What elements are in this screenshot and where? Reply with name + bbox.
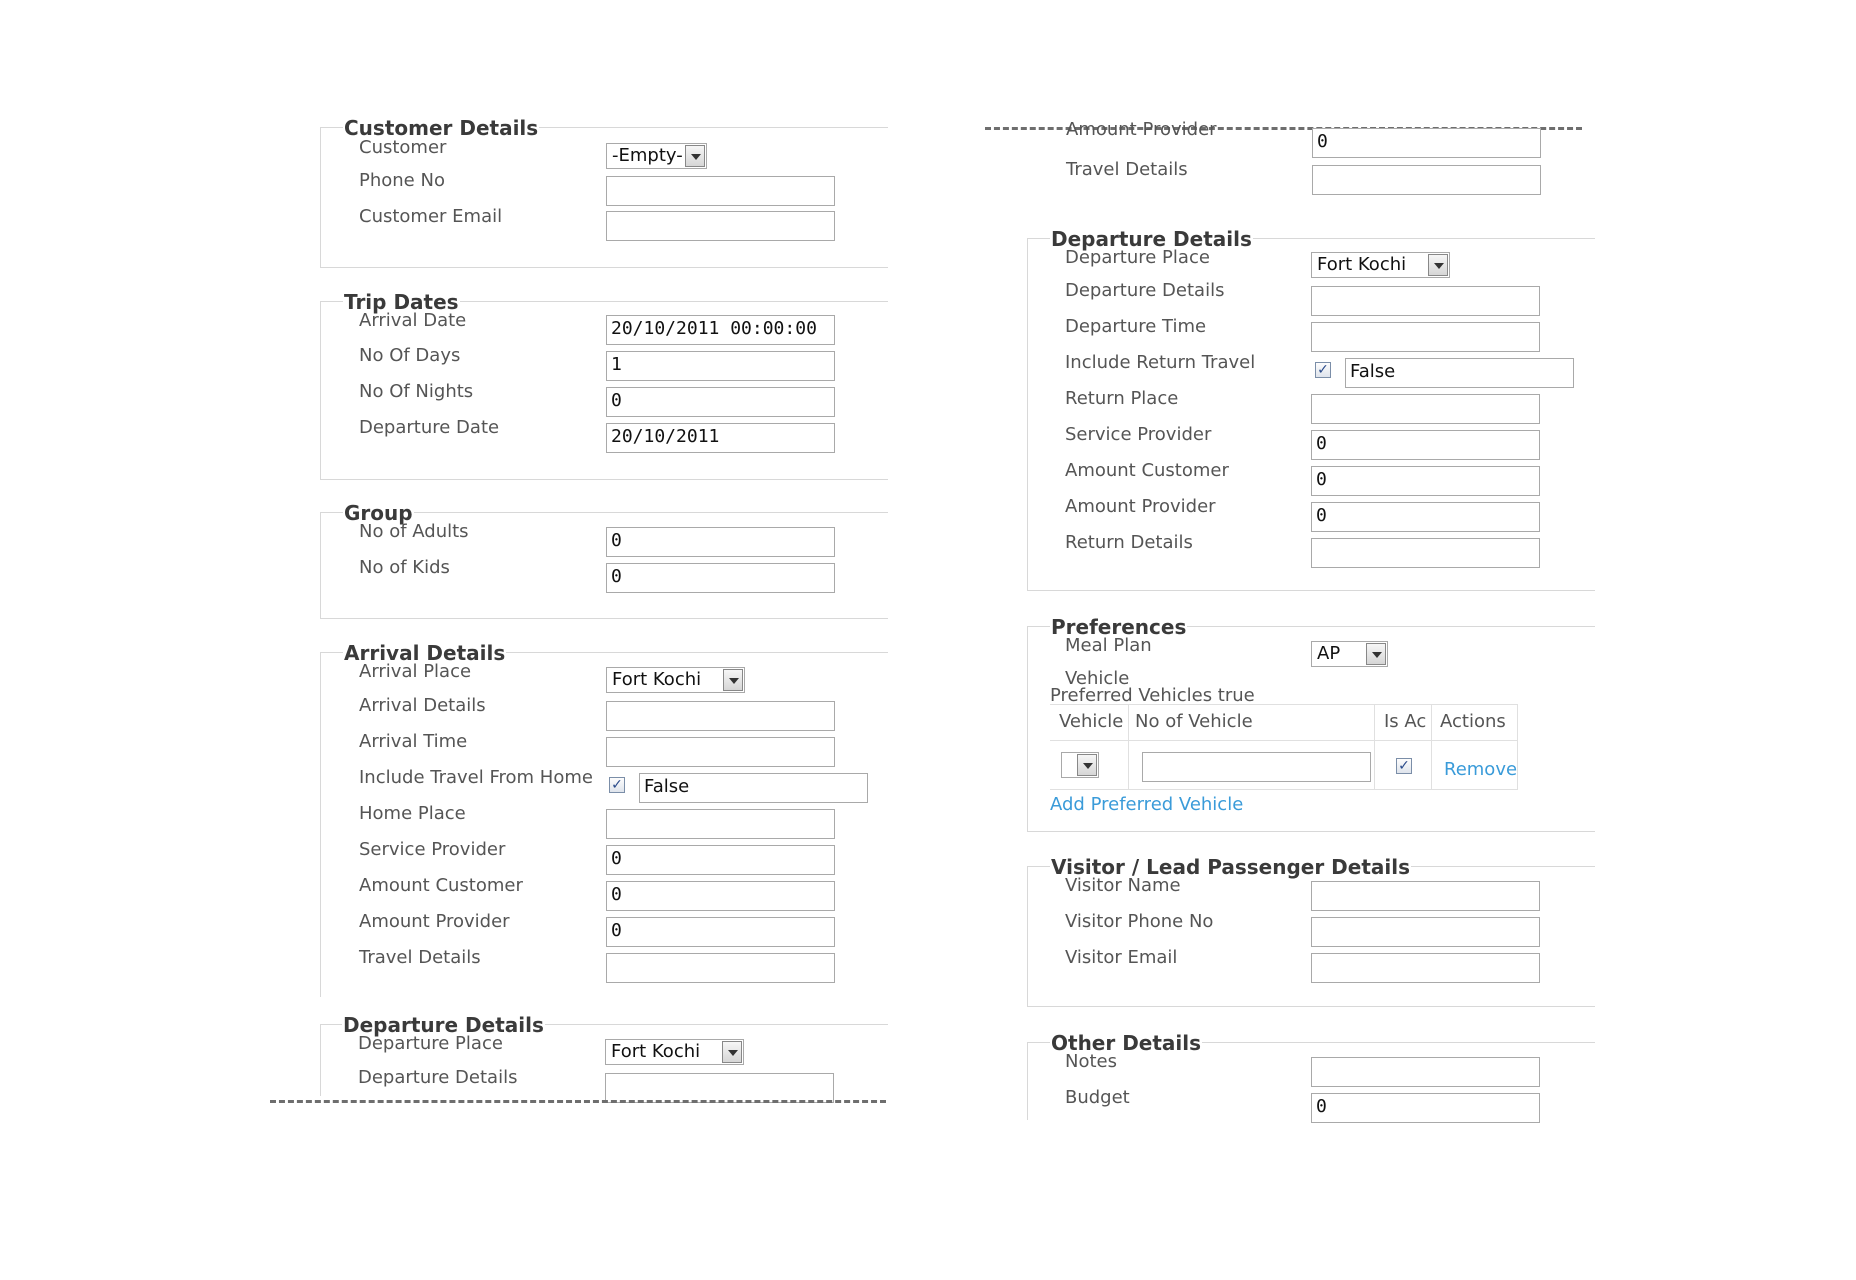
arrival-date-input[interactable]: 20/10/2011 00:00:00 bbox=[606, 315, 835, 345]
customer-select-value: -Empty- bbox=[612, 145, 683, 166]
departure-details-input[interactable] bbox=[1311, 286, 1540, 316]
other-details-title: Other Details bbox=[1051, 1031, 1202, 1055]
row-vehicle-count-input[interactable] bbox=[1142, 752, 1371, 782]
continued-input-clip bbox=[1312, 131, 1544, 159]
table-header-border bbox=[1050, 740, 1518, 741]
budget-input[interactable]: 0 bbox=[1311, 1093, 1540, 1123]
amount-provider-label: Amount Provider bbox=[359, 911, 510, 932]
phone-label: Phone No bbox=[359, 170, 445, 191]
departure-date-label: Departure Date bbox=[359, 417, 500, 438]
continued-travel-input[interactable] bbox=[1312, 165, 1541, 195]
days-label: No Of Days bbox=[359, 345, 461, 366]
column-header-is-ac: Is Ac bbox=[1384, 711, 1427, 732]
left-departure-place-select[interactable] bbox=[605, 1039, 744, 1065]
customer-select[interactable] bbox=[606, 143, 707, 169]
include-return-label: Include Return Travel bbox=[1065, 352, 1256, 373]
chevron-down-icon[interactable] bbox=[685, 145, 705, 167]
right-departure-title: Departure Details bbox=[1051, 227, 1252, 251]
right-amount-customer-label: Amount Customer bbox=[1065, 460, 1229, 481]
left-departure-details-clip bbox=[604, 1070, 844, 1094]
left-departure-details-input[interactable] bbox=[605, 1073, 834, 1103]
visitor-email-label: Visitor Email bbox=[1065, 947, 1178, 968]
visitor-phone-input[interactable] bbox=[1311, 917, 1540, 947]
adults-label: No of Adults bbox=[359, 521, 469, 542]
return-details-label: Return Details bbox=[1065, 532, 1193, 553]
nights-input[interactable]: 0 bbox=[606, 387, 835, 417]
add-preferred-vehicle-link[interactable]: Add Preferred Vehicle bbox=[1050, 794, 1244, 815]
adults-input[interactable]: 0 bbox=[606, 527, 835, 557]
amount-provider-input[interactable]: 0 bbox=[606, 917, 835, 947]
customer-label: Customer bbox=[359, 137, 447, 158]
include-travel-label: Include Travel From Home bbox=[359, 767, 593, 788]
visitor-email-input[interactable] bbox=[1311, 953, 1540, 983]
phone-input[interactable] bbox=[606, 176, 835, 206]
customer-details-title: Customer Details bbox=[344, 116, 539, 140]
cut-line-bottom bbox=[270, 1100, 886, 1103]
left-departure-place-label: Departure Place bbox=[358, 1033, 503, 1054]
row-vehicle-select[interactable] bbox=[1061, 752, 1099, 778]
right-amount-customer-input[interactable]: 0 bbox=[1311, 466, 1540, 496]
preferred-vehicles-text: Preferred Vehicles true bbox=[1050, 685, 1255, 706]
travel-details-input[interactable] bbox=[606, 953, 835, 983]
remove-link[interactable]: Remove bbox=[1444, 759, 1518, 780]
chevron-down-icon[interactable] bbox=[1366, 643, 1386, 665]
notes-input[interactable] bbox=[1311, 1057, 1540, 1087]
row-is-ac-checkbox[interactable]: ✓ bbox=[1396, 758, 1412, 774]
left-departure-place-value: Fort Kochi bbox=[611, 1041, 701, 1062]
continued-travel-label: Travel Details bbox=[1066, 159, 1188, 180]
column-header-no-of-vehicle: No of Vehicle bbox=[1135, 711, 1253, 732]
arrival-time-input[interactable] bbox=[606, 737, 835, 767]
customer-email-input[interactable] bbox=[606, 211, 835, 241]
column-header-vehicle: Vehicle bbox=[1059, 711, 1124, 732]
group-title: Group bbox=[344, 501, 413, 525]
table-col-divider bbox=[1128, 704, 1129, 790]
include-return-input[interactable]: False bbox=[1345, 358, 1574, 388]
arrival-date-label: Arrival Date bbox=[359, 310, 467, 331]
continued-label-clip bbox=[1066, 119, 1266, 141]
left-departure-title: Departure Details bbox=[343, 1013, 544, 1037]
table-col-divider bbox=[1517, 704, 1518, 790]
departure-details-label: Departure Details bbox=[1065, 280, 1225, 301]
departure-date-input[interactable]: 20/10/2011 bbox=[606, 423, 835, 453]
customer-email-label: Customer Email bbox=[359, 206, 503, 227]
departure-time-label: Departure Time bbox=[1065, 316, 1207, 337]
right-amount-provider-input[interactable]: 0 bbox=[1311, 502, 1540, 532]
home-place-input[interactable] bbox=[606, 809, 835, 839]
vehicle-label: Vehicle bbox=[1065, 668, 1130, 689]
left-departure-details-label: Departure Details bbox=[358, 1067, 518, 1088]
include-return-checkbox[interactable]: ✓ bbox=[1315, 362, 1331, 378]
continued-border bbox=[1027, 132, 1028, 202]
departure-time-input[interactable] bbox=[1311, 322, 1540, 352]
arrival-details-label: Arrival Details bbox=[359, 695, 486, 716]
table-top-border bbox=[1050, 704, 1518, 705]
trip-dates-title: Trip Dates bbox=[344, 290, 459, 314]
home-place-label: Home Place bbox=[359, 803, 466, 824]
chevron-down-icon[interactable] bbox=[723, 669, 743, 691]
chevron-down-icon[interactable] bbox=[722, 1041, 742, 1063]
arrival-details-title: Arrival Details bbox=[344, 641, 506, 665]
arrival-place-select[interactable] bbox=[606, 667, 745, 693]
meal-plan-select[interactable] bbox=[1311, 641, 1388, 667]
chevron-down-icon[interactable] bbox=[1077, 754, 1097, 776]
amount-customer-input[interactable]: 0 bbox=[606, 881, 835, 911]
return-details-input[interactable] bbox=[1311, 538, 1540, 568]
table-col-divider bbox=[1374, 704, 1375, 790]
departure-place-select[interactable] bbox=[1311, 252, 1450, 278]
departure-place-label: Departure Place bbox=[1065, 247, 1210, 268]
right-amount-provider-label: Amount Provider bbox=[1065, 496, 1216, 517]
visitor-phone-label: Visitor Phone No bbox=[1065, 911, 1214, 932]
continued-amount-provider-input[interactable]: 0 bbox=[1312, 128, 1541, 158]
visitor-title: Visitor / Lead Passenger Details bbox=[1051, 855, 1410, 879]
kids-label: No of Kids bbox=[359, 557, 450, 578]
arrival-place-label: Arrival Place bbox=[359, 661, 472, 682]
meal-plan-value: AP bbox=[1317, 643, 1341, 664]
travel-details-label: Travel Details bbox=[359, 947, 481, 968]
meal-plan-label: Meal Plan bbox=[1065, 635, 1152, 656]
notes-label: Notes bbox=[1065, 1051, 1117, 1072]
right-service-provider-label: Service Provider bbox=[1065, 424, 1212, 445]
budget-label: Budget bbox=[1065, 1087, 1130, 1108]
return-place-input[interactable] bbox=[1311, 394, 1540, 424]
right-service-provider-input[interactable]: 0 bbox=[1311, 430, 1540, 460]
arrival-details-input[interactable] bbox=[606, 701, 835, 731]
chevron-down-icon[interactable] bbox=[1428, 254, 1448, 276]
arrival-time-label: Arrival Time bbox=[359, 731, 468, 752]
service-provider-label: Service Provider bbox=[359, 839, 506, 860]
return-place-label: Return Place bbox=[1065, 388, 1179, 409]
nights-label: No Of Nights bbox=[359, 381, 474, 402]
days-input[interactable]: 1 bbox=[606, 351, 835, 381]
continued-amount-provider-label: Amount Provider bbox=[1066, 119, 1217, 140]
preferences-title: Preferences bbox=[1051, 615, 1187, 639]
include-travel-checkbox[interactable]: ✓ bbox=[609, 777, 625, 793]
amount-customer-label: Amount Customer bbox=[359, 875, 523, 896]
kids-input[interactable]: 0 bbox=[606, 563, 835, 593]
arrival-place-value: Fort Kochi bbox=[612, 669, 702, 690]
column-header-actions: Actions bbox=[1440, 711, 1506, 732]
service-provider-input[interactable]: 0 bbox=[606, 845, 835, 875]
table-col-divider bbox=[1431, 704, 1432, 790]
table-bottom-border bbox=[1050, 789, 1518, 790]
include-travel-input[interactable]: False bbox=[639, 773, 868, 803]
visitor-name-label: Visitor Name bbox=[1065, 875, 1181, 896]
visitor-name-input[interactable] bbox=[1311, 881, 1540, 911]
departure-place-value: Fort Kochi bbox=[1317, 254, 1407, 275]
